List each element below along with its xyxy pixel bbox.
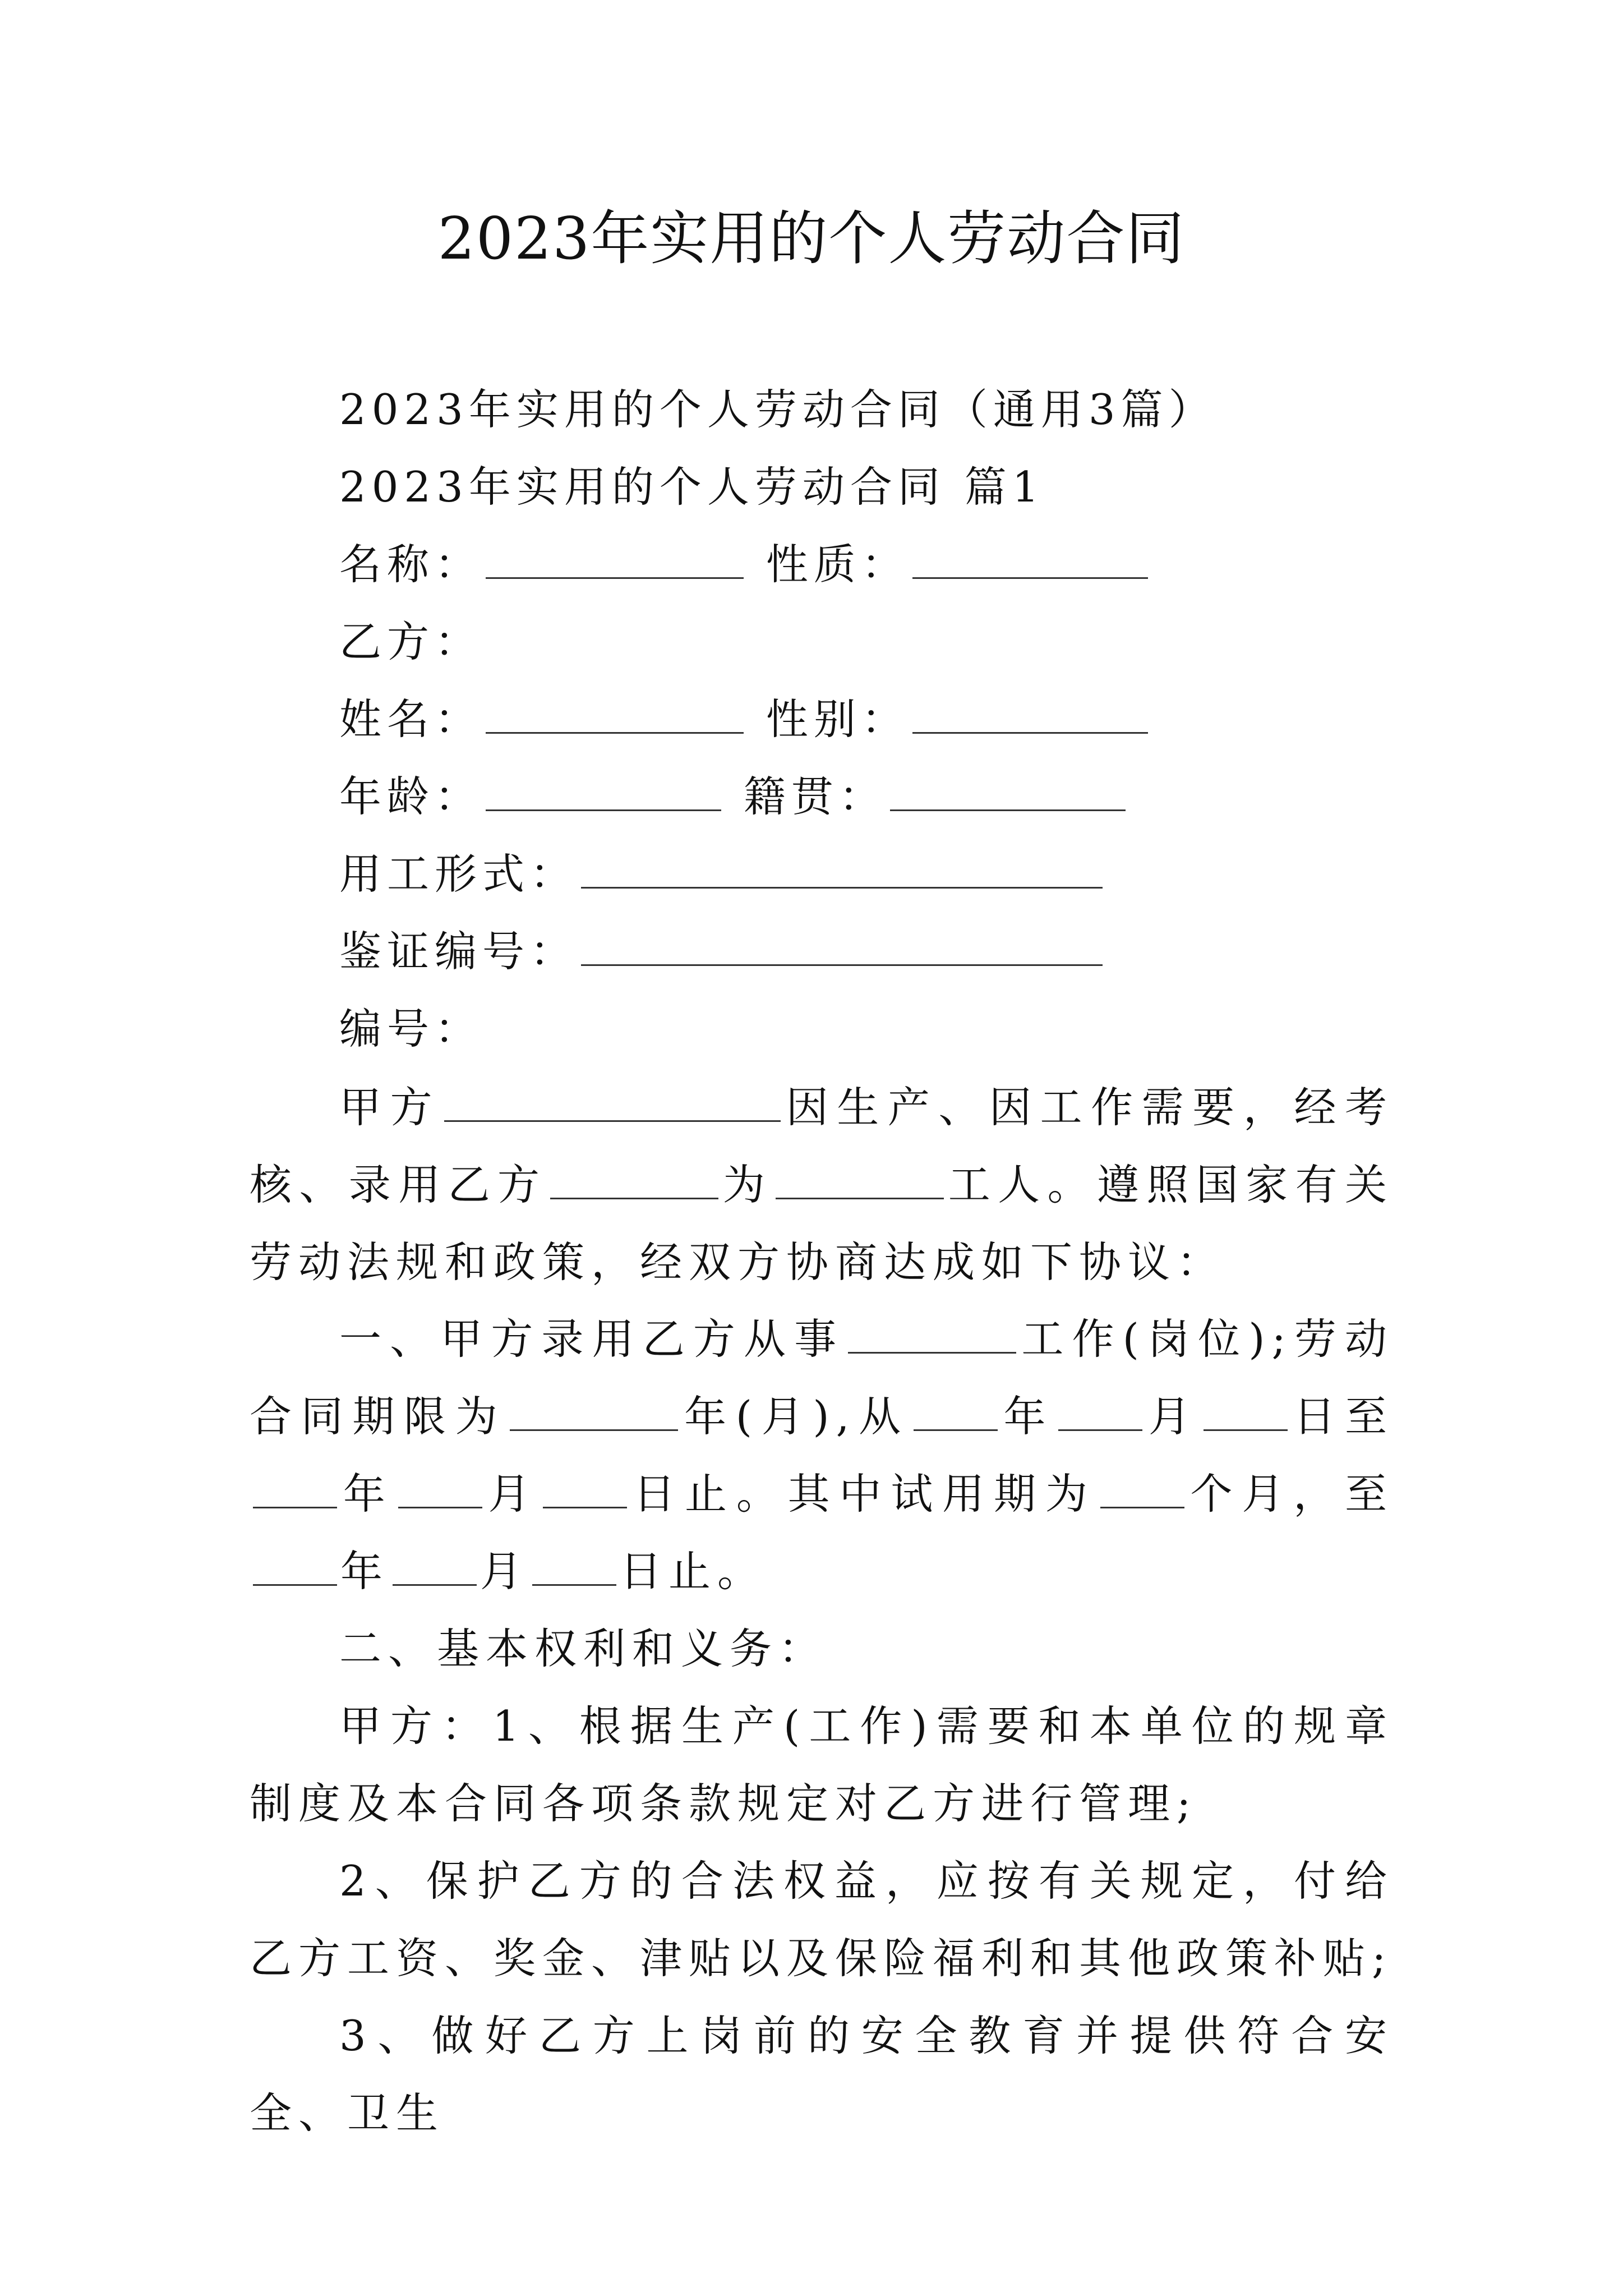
- para2-text-c: 年(月),从: [681, 1392, 910, 1441]
- origin-blank[interactable]: [890, 769, 1126, 811]
- number-label: 编号：: [339, 1004, 483, 1053]
- document-title: 2023年实用的个人劳动合同: [437, 204, 1186, 273]
- employment-form-label: 用工形式：: [339, 849, 578, 899]
- paragraph-party-a-duty-2: 2、保护乙方的合法权益，应按有关规定，付给乙方工资、奖金、津贴以及保险福利和其他政策补贴;: [250, 1856, 1394, 1983]
- para2-text-e: 月: [1146, 1392, 1200, 1441]
- name-blank[interactable]: [486, 537, 744, 579]
- nature-blank[interactable]: [912, 537, 1148, 579]
- nature-label: 性质：: [766, 540, 909, 589]
- paragraph-rights-heading: 二、基本权利和义务：: [339, 1624, 828, 1673]
- age-label: 年龄：: [339, 772, 483, 821]
- person-gender-row: [339, 691, 1151, 747]
- person-name-label: 姓名：: [339, 694, 483, 744]
- paragraph-party-a-duty-1: 甲方：1、根据生产(工作)需要和本单位的规章制度及本合同各项条款规定对乙方进行管理;: [250, 1701, 1394, 1828]
- para2-text-g: 年: [340, 1469, 395, 1519]
- gender-label: 性别：: [766, 694, 909, 744]
- certification-no-label: 鉴证编号：: [339, 927, 578, 976]
- employment-form-row: [339, 846, 1106, 902]
- paragraph-term: [250, 1300, 1394, 1610]
- gender-blank[interactable]: [912, 692, 1148, 734]
- para2-text-a: 一、甲方录用乙方从事: [339, 1314, 845, 1364]
- para2-text-h: 月: [485, 1469, 540, 1519]
- probation-month-blank[interactable]: [393, 1544, 477, 1586]
- name-nature-row: [339, 536, 1151, 592]
- end-month-blank[interactable]: [398, 1466, 482, 1508]
- certification-no-row: [339, 923, 1106, 979]
- para2-text-m: 日止。: [620, 1547, 767, 1596]
- worker-type-blank[interactable]: [776, 1157, 944, 1199]
- para2-text-l: 月: [480, 1547, 529, 1596]
- end-day-blank[interactable]: [543, 1466, 627, 1508]
- para2-text-d: 年: [1000, 1392, 1055, 1441]
- para1-text-b: 因生产、因工作需要，经考核、录用乙方: [250, 1083, 1394, 1209]
- term-length-blank[interactable]: [510, 1389, 678, 1431]
- probation-year-blank[interactable]: [253, 1544, 337, 1586]
- section-title: 2023年实用的个人劳动合同 篇1: [339, 462, 1045, 512]
- party-b-label: 乙方：: [339, 617, 483, 666]
- start-year-blank[interactable]: [914, 1389, 998, 1431]
- start-month-blank[interactable]: [1058, 1389, 1142, 1431]
- para1-text-c: 为: [722, 1160, 773, 1209]
- age-origin-row: [339, 769, 1129, 825]
- party-b-name-blank[interactable]: [550, 1157, 718, 1199]
- person-name-blank[interactable]: [486, 692, 744, 734]
- employment-form-blank[interactable]: [581, 846, 1103, 889]
- age-blank[interactable]: [486, 769, 721, 811]
- para2-text-k: 年: [340, 1547, 390, 1596]
- paragraph-party-a-duty-3: 3、做好乙方上岗前的安全教育并提供符合安全、卫生: [250, 2011, 1394, 2138]
- probation-day-blank[interactable]: [532, 1544, 616, 1586]
- name-label: 名称：: [339, 540, 483, 589]
- para2-text-i: 日止。其中试用期为: [630, 1469, 1097, 1519]
- para1-text-a: 甲方: [339, 1083, 441, 1132]
- para2-text-b: 工作(岗位);劳动合同期限为: [250, 1314, 1394, 1441]
- end-year-blank[interactable]: [253, 1466, 337, 1508]
- paragraph-hiring: [250, 1069, 1394, 1301]
- origin-label: 籍贯：: [743, 772, 887, 821]
- para2-text-f: 日至: [1290, 1392, 1394, 1441]
- probation-months-blank[interactable]: [1100, 1466, 1184, 1508]
- job-blank[interactable]: [848, 1312, 1016, 1354]
- para2-text-j: 个月，至: [1187, 1469, 1394, 1519]
- party-a-blank[interactable]: [444, 1080, 781, 1122]
- document-subtitle: 2023年实用的个人劳动合同（通用3篇）: [339, 385, 1216, 434]
- start-day-blank[interactable]: [1204, 1389, 1288, 1431]
- para1-text-d: 工人。遵照国家有关劳动法规和政策，经双方协商达成如下协议：: [250, 1160, 1394, 1287]
- certification-no-blank[interactable]: [581, 924, 1103, 966]
